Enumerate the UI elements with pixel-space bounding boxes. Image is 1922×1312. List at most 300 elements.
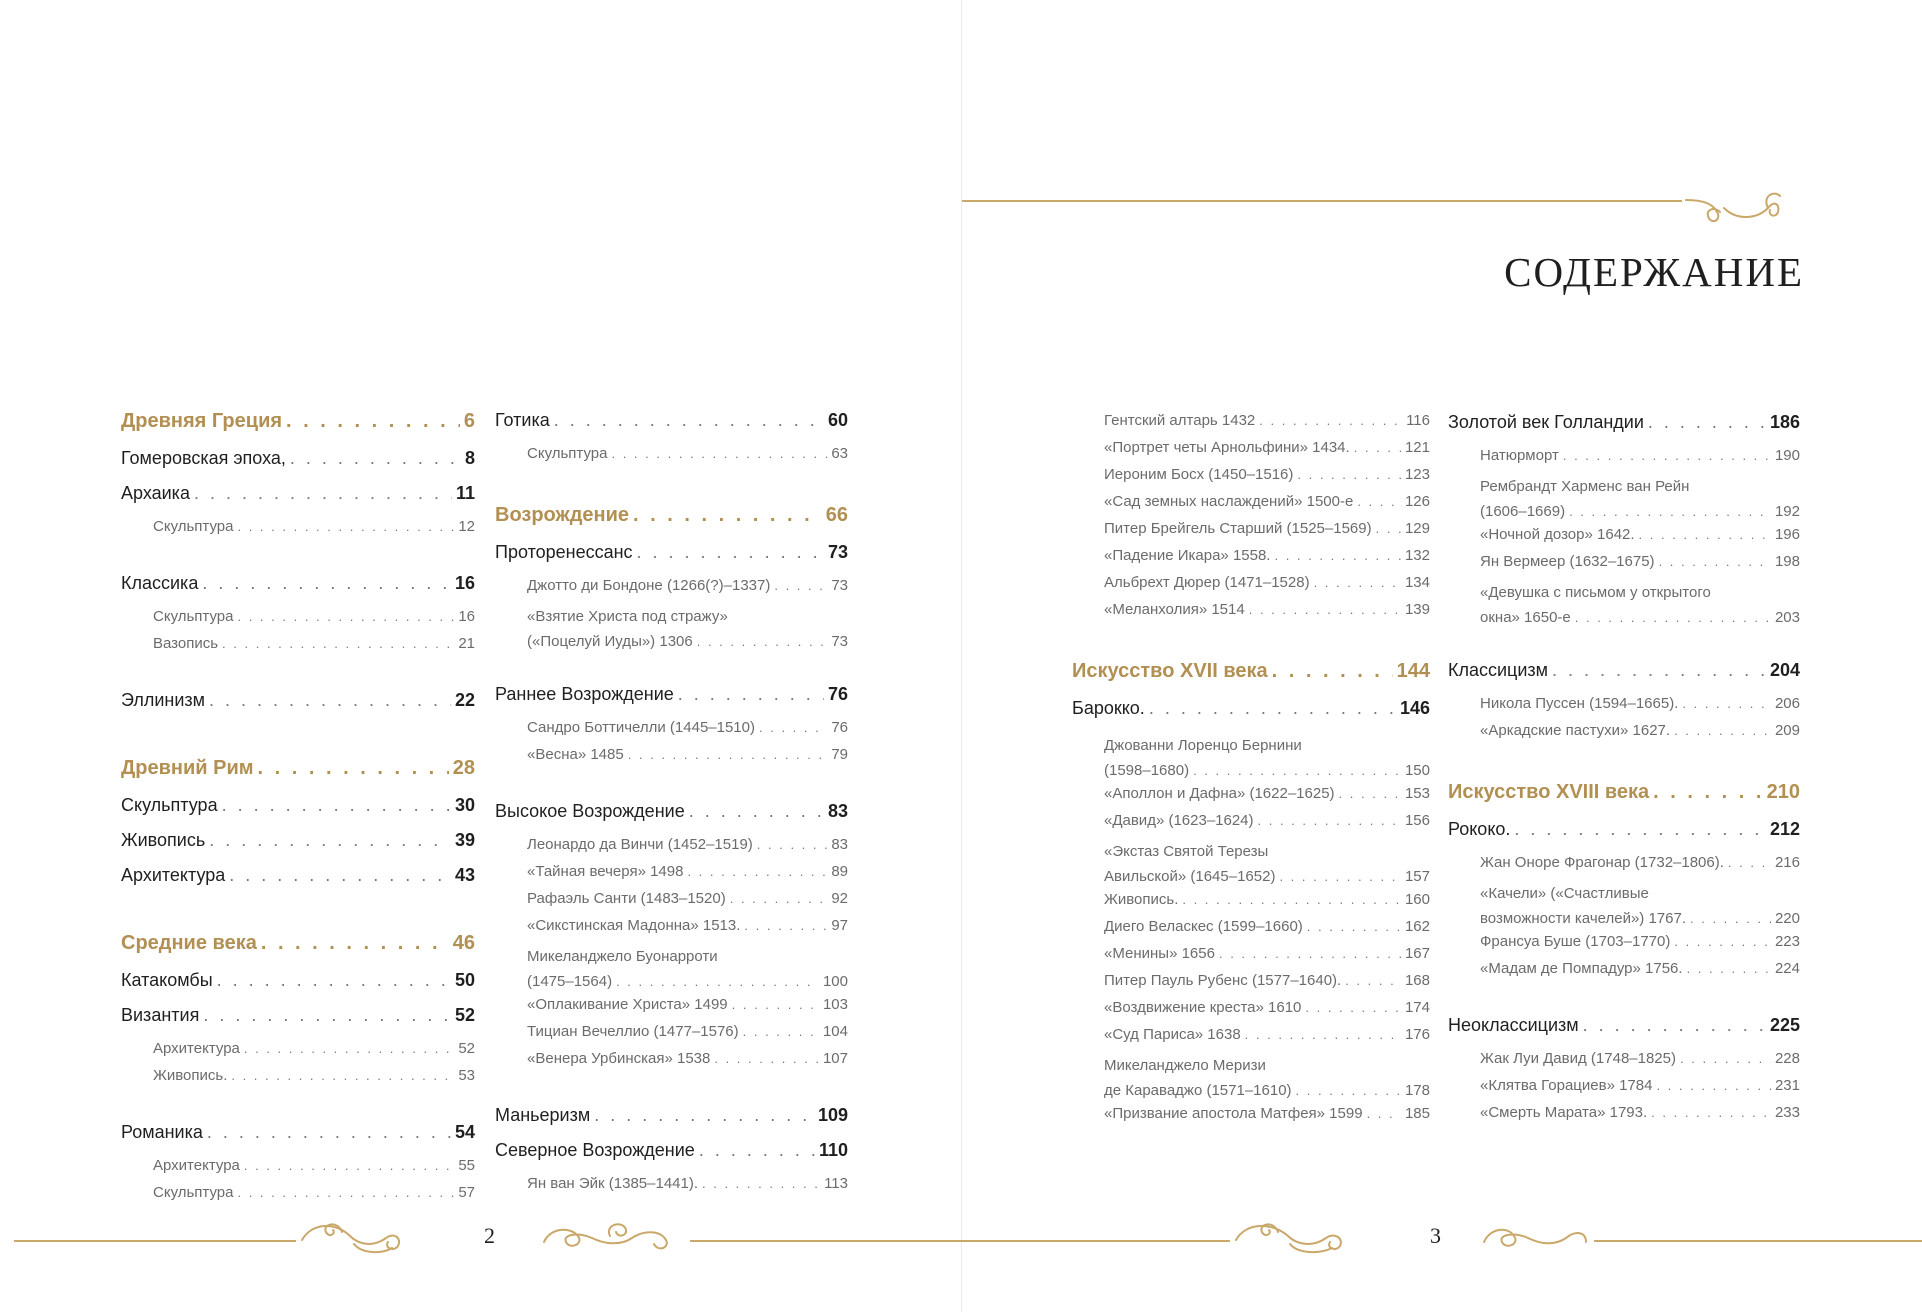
dot-leader	[1296, 1078, 1401, 1103]
entry-page: 223	[1774, 933, 1800, 950]
toc-item[interactable]	[1448, 553, 1800, 580]
section-heading[interactable]	[495, 504, 848, 542]
dot-leader	[222, 795, 451, 816]
entry-page: 57	[458, 1184, 475, 1201]
toc-item[interactable]	[1072, 547, 1430, 574]
toc-item[interactable]	[121, 1040, 475, 1067]
entry-page: 54	[454, 1122, 475, 1142]
toc-column-1	[121, 410, 475, 1211]
subsection-entry[interactable]	[495, 684, 848, 719]
entry-title: Рафаэль Санти (1483–1520)	[527, 890, 726, 907]
toc-list	[1072, 660, 1430, 1132]
toc-item[interactable]	[1072, 520, 1430, 547]
entry-page: 156	[1404, 812, 1430, 829]
dot-leader	[244, 1158, 454, 1173]
toc-section	[121, 757, 475, 900]
entry-page: 153	[1404, 785, 1430, 802]
toc-item[interactable]	[1072, 1053, 1430, 1105]
toc-item[interactable]	[1448, 474, 1800, 526]
entry-title: Иероним Босх (1450–1516)	[1104, 466, 1294, 483]
dot-leader	[1656, 1078, 1771, 1093]
entry-page: 110	[818, 1140, 848, 1160]
dot-leader	[1367, 1106, 1401, 1121]
dot-leader	[1249, 602, 1401, 617]
entry-page: 79	[831, 746, 848, 763]
entry-title: Тициан Вечеллио (1477–1576)	[527, 1023, 739, 1040]
entry-title: «Падение Икара» 1558.	[1104, 547, 1271, 564]
subsection-entry[interactable]	[121, 970, 475, 1005]
entry-title-continued: («Поцелуй Иуды») 1306	[527, 633, 693, 650]
section-heading[interactable]	[1448, 781, 1800, 819]
scroll-ornament-icon	[1684, 186, 1784, 228]
dot-leader	[759, 720, 827, 735]
subsection-entry[interactable]	[495, 1105, 848, 1140]
entry-page: 83	[827, 801, 848, 821]
toc-item[interactable]	[121, 1184, 475, 1211]
toc-item[interactable]	[1072, 412, 1430, 439]
entry-title: Маньеризм	[495, 1105, 591, 1125]
entry-page: 196	[1774, 526, 1800, 543]
entry-title: «Взятие Христа под стражу»	[527, 608, 728, 625]
toc-item[interactable]	[1072, 918, 1430, 945]
entry-title: «Девушка с письмом у открытого	[1480, 584, 1711, 601]
dot-leader	[1339, 786, 1401, 801]
toc-item[interactable]	[495, 719, 848, 746]
entry-title: Древняя Греция	[121, 410, 283, 432]
entry-title: «Аполлон и Дафна» (1622–1625)	[1104, 785, 1335, 802]
dot-leader	[1674, 934, 1771, 949]
entry-title-continued: окна» 1650-е	[1480, 609, 1571, 626]
dot-leader	[1357, 494, 1401, 509]
dot-leader	[222, 636, 454, 651]
entry-line	[1104, 864, 1430, 889]
subsection-entry[interactable]	[495, 801, 848, 836]
dot-leader	[1687, 961, 1771, 976]
page-number-left: 2	[484, 1223, 495, 1248]
dot-leader	[1219, 946, 1401, 961]
dot-leader	[1279, 864, 1401, 889]
entry-page: 212	[1769, 819, 1800, 839]
dot-leader	[697, 629, 828, 654]
right-page	[962, 0, 1922, 1312]
dot-leader	[1258, 813, 1401, 828]
toc-item[interactable]	[1072, 785, 1430, 812]
toc-item[interactable]	[495, 863, 848, 890]
entry-title: Рембрандт Харменс ван Рейн	[1480, 478, 1690, 495]
dot-leader	[633, 504, 822, 527]
subsection-entry[interactable]	[1448, 660, 1800, 695]
dot-leader	[207, 1122, 451, 1143]
dot-leader	[1728, 855, 1771, 870]
entry-page: 192	[1774, 503, 1800, 520]
entry-line	[1480, 499, 1800, 524]
entry-page: 126	[1404, 493, 1430, 510]
subsection-entry[interactable]	[121, 483, 475, 518]
dot-leader	[1690, 906, 1771, 931]
toc-section	[121, 932, 475, 1211]
toc-item[interactable]	[1448, 933, 1800, 960]
entry-title: Живопись.	[1104, 891, 1179, 908]
dot-leader	[209, 830, 451, 851]
entry-title: «Тайная вечеря» 1498	[527, 863, 684, 880]
toc-item[interactable]	[1448, 695, 1800, 722]
entry-title: Золотой век Голландии	[1448, 412, 1644, 432]
toc-item[interactable]	[1072, 839, 1430, 891]
subsection-entry[interactable]	[121, 1005, 475, 1040]
entry-page: 73	[831, 633, 848, 650]
entry-title: Искусство XVII века	[1072, 660, 1268, 682]
toc-list	[1448, 781, 1800, 1131]
entry-page: 76	[827, 684, 848, 704]
toc-section	[495, 410, 848, 472]
entry-page: 16	[454, 573, 475, 593]
dot-leader	[1563, 448, 1771, 463]
toc-item[interactable]	[1448, 526, 1800, 553]
toc-item[interactable]	[121, 608, 475, 635]
dot-leader	[1345, 973, 1401, 988]
dot-leader	[628, 747, 828, 762]
dot-leader	[203, 1005, 451, 1026]
entry-title: «Сад земных наслаждений» 1500-е	[1104, 493, 1354, 510]
entry-page: 76	[831, 719, 848, 736]
toc-item[interactable]	[1448, 447, 1800, 474]
dot-leader	[209, 690, 451, 711]
toc-item[interactable]	[1448, 580, 1800, 632]
subsection-entry[interactable]	[121, 830, 475, 865]
entry-page: 107	[822, 1050, 848, 1067]
page-number-right: 3	[1430, 1223, 1441, 1248]
entry-title: Архитектура	[121, 865, 226, 885]
subsection-entry[interactable]	[1448, 412, 1800, 447]
dot-leader	[1651, 1105, 1771, 1120]
dot-leader	[1376, 521, 1401, 536]
toc-item[interactable]	[1072, 812, 1430, 839]
toc-item[interactable]	[1072, 601, 1430, 628]
subsection-entry[interactable]	[121, 690, 475, 725]
entry-title: Живопись.	[153, 1067, 228, 1084]
subsection-entry[interactable]	[1448, 1015, 1800, 1050]
entry-page: 144	[1396, 660, 1430, 682]
entry-title: Гентский алтарь 1432	[1104, 412, 1256, 429]
entry-page: 204	[1769, 660, 1800, 680]
entry-page: 53	[458, 1067, 475, 1084]
entry-title: Микеланджело Меризи	[1104, 1057, 1266, 1074]
scroll-ornament-icon	[298, 1218, 408, 1258]
entry-title: Византия	[121, 1005, 200, 1025]
entry-page: 66	[825, 504, 848, 526]
toc-item[interactable]	[495, 1175, 848, 1202]
dot-leader	[1639, 527, 1771, 542]
toc-item[interactable]	[1072, 439, 1430, 466]
entry-line	[527, 629, 848, 654]
entry-page: 176	[1404, 1026, 1430, 1043]
entry-page: 55	[458, 1157, 475, 1174]
entry-page: 92	[831, 890, 848, 907]
toc-item[interactable]	[1072, 999, 1430, 1026]
entry-title: Леонардо да Винчи (1452–1519)	[527, 836, 753, 853]
dot-leader	[730, 891, 828, 906]
entry-title: «Воздвижение креста» 1610	[1104, 999, 1302, 1016]
toc-section	[1072, 660, 1430, 1132]
toc-item[interactable]	[1072, 972, 1430, 999]
dot-leader	[757, 837, 828, 852]
toc-item[interactable]	[1072, 1105, 1430, 1132]
entry-title: Романика	[121, 1122, 203, 1142]
scroll-ornament-icon	[540, 1218, 680, 1258]
entry-page: 103	[822, 996, 848, 1013]
entry-title: Питер Брейгель Старший (1525–1569)	[1104, 520, 1372, 537]
entry-title: Живопись	[121, 830, 206, 850]
entry-title: Высокое Возрождение	[495, 801, 685, 821]
entry-title: «Экстаз Святой Терезы	[1104, 843, 1269, 860]
entry-page: 228	[1774, 1050, 1800, 1067]
toc-section	[1448, 412, 1800, 749]
entry-page: 139	[1404, 601, 1430, 618]
dot-leader	[1680, 1051, 1771, 1066]
entry-title: Гомеровская эпоха,	[121, 448, 286, 468]
entry-title: Архитектура	[153, 1040, 240, 1057]
toc-item[interactable]	[495, 746, 848, 773]
toc-item[interactable]	[1072, 891, 1430, 918]
toc-list	[495, 504, 848, 1202]
entry-title: «Меланхолия» 1514	[1104, 601, 1245, 618]
entry-title: Натюрморт	[1480, 447, 1559, 464]
toc-list	[121, 410, 475, 725]
dot-leader	[1314, 575, 1401, 590]
entry-page: 210	[1766, 781, 1800, 803]
toc-item[interactable]	[1072, 493, 1430, 520]
entry-title: Проторенессанс	[495, 542, 633, 562]
entry-line	[1480, 605, 1800, 630]
dot-leader	[1659, 554, 1771, 569]
subsection-entry[interactable]	[495, 542, 848, 577]
toc-item[interactable]	[495, 996, 848, 1023]
dot-leader	[229, 865, 451, 886]
entry-page: 123	[1404, 466, 1430, 483]
subsection-entry[interactable]	[1448, 819, 1800, 854]
entry-title: «Аркадские пастухи» 1627.	[1480, 722, 1671, 739]
dot-leader	[1274, 548, 1400, 563]
entry-title-continued: де Караваджо (1571–1610)	[1104, 1082, 1292, 1099]
subsection-entry[interactable]	[495, 1140, 848, 1175]
entry-page: 168	[1404, 972, 1430, 989]
entry-page: 109	[817, 1105, 848, 1125]
dot-leader	[678, 684, 824, 705]
toc-item[interactable]	[1072, 733, 1430, 785]
toc-item[interactable]	[1448, 854, 1800, 881]
subsection-entry[interactable]	[495, 410, 848, 445]
entry-title: Диего Веласкес (1599–1660)	[1104, 918, 1303, 935]
entry-page: 220	[1774, 910, 1800, 927]
entry-page: 6	[463, 410, 475, 432]
entry-page: 167	[1404, 945, 1430, 962]
dot-leader	[744, 918, 827, 933]
scroll-ornament-icon	[1480, 1218, 1590, 1258]
entry-page: 178	[1404, 1082, 1430, 1099]
toc-item[interactable]	[495, 604, 848, 656]
entry-page: 157	[1404, 868, 1430, 885]
page-title: СОДЕРЖАНИЕ	[1504, 249, 1804, 295]
dot-leader	[689, 801, 824, 822]
entry-page: 30	[454, 795, 475, 815]
entry-page: 231	[1774, 1077, 1800, 1094]
entry-title: Древний Рим	[121, 757, 254, 779]
entry-page: 104	[822, 1023, 848, 1040]
entry-line	[527, 969, 848, 994]
dot-leader	[194, 483, 452, 504]
section-heading[interactable]	[1072, 660, 1430, 698]
entry-page: 121	[1404, 439, 1430, 456]
toc-item[interactable]	[1448, 1050, 1800, 1077]
toc-item[interactable]	[1448, 1077, 1800, 1104]
entry-title: Рококо.	[1448, 819, 1511, 839]
dot-leader	[290, 448, 461, 469]
toc-item[interactable]	[1448, 881, 1800, 933]
entry-title: Средние века	[121, 932, 257, 954]
toc-item[interactable]	[121, 518, 475, 545]
toc-column-4	[1448, 412, 1800, 1131]
entry-title: «Суд Париса» 1638	[1104, 1026, 1241, 1043]
toc-item[interactable]	[495, 445, 848, 472]
toc-item[interactable]	[1072, 1026, 1430, 1053]
toc-item[interactable]	[1072, 574, 1430, 601]
entry-page: 203	[1774, 609, 1800, 626]
dot-leader	[286, 410, 460, 433]
toc-item[interactable]	[121, 1157, 475, 1184]
entry-title: Архитектура	[153, 1157, 240, 1174]
toc-item[interactable]	[1072, 945, 1430, 972]
toc-column-3	[1072, 412, 1430, 1132]
subsection-entry[interactable]	[121, 1122, 475, 1157]
toc-item[interactable]	[495, 1050, 848, 1077]
entry-title: Ян Вермеер (1632–1675)	[1480, 553, 1655, 570]
toc-list	[121, 757, 475, 900]
dot-leader	[732, 997, 819, 1012]
dot-leader	[1305, 1000, 1401, 1015]
entry-page: 83	[831, 836, 848, 853]
toc-item[interactable]	[495, 836, 848, 863]
dot-leader	[258, 757, 449, 780]
entry-page: 89	[831, 863, 848, 880]
dot-leader	[1674, 723, 1771, 738]
top-rule	[962, 200, 1682, 202]
entry-title: «Смерть Марата» 1793.	[1480, 1104, 1648, 1121]
entry-page: 12	[458, 518, 475, 535]
dot-leader	[1682, 696, 1771, 711]
dot-leader	[1259, 413, 1402, 428]
dot-leader	[594, 1105, 814, 1126]
entry-title: «Давид» (1623–1624)	[1104, 812, 1254, 829]
entry-page: 160	[1404, 891, 1430, 908]
entry-page: 233	[1774, 1104, 1800, 1121]
entry-page: 209	[1774, 722, 1800, 739]
entry-page: 190	[1774, 447, 1800, 464]
entry-page: 162	[1404, 918, 1430, 935]
entry-page: 129	[1404, 520, 1430, 537]
entry-title: «Клятва Горациев» 1784	[1480, 1077, 1653, 1094]
entry-line	[1480, 906, 1800, 931]
subsection-entry[interactable]	[121, 573, 475, 608]
entry-title: «Менины» 1656	[1104, 945, 1215, 962]
dot-leader	[1297, 467, 1401, 482]
section-heading[interactable]	[121, 757, 475, 795]
entry-title: Скульптура	[153, 518, 234, 535]
entry-title: Катакомбы	[121, 970, 213, 990]
subsection-entry[interactable]	[121, 865, 475, 900]
dot-leader	[1193, 758, 1401, 783]
entry-title-continued: возможности качелей») 1767.	[1480, 910, 1686, 927]
entry-title: Раннее Возрождение	[495, 684, 674, 704]
bottom-rule-left-2	[690, 1240, 962, 1242]
toc-item[interactable]	[121, 635, 475, 662]
toc-section	[1072, 412, 1430, 628]
entry-title: Классика	[121, 573, 199, 593]
entry-title: Ян ван Эйк (1385–1441).	[527, 1175, 699, 1192]
entry-title: Неоклассицизм	[1448, 1015, 1579, 1035]
entry-title: Эллинизм	[121, 690, 206, 710]
entry-page: 116	[1406, 412, 1430, 429]
toc-list	[121, 932, 475, 1211]
dot-leader	[699, 1140, 815, 1161]
dot-leader	[687, 864, 827, 879]
toc-item[interactable]	[495, 917, 848, 944]
toc-item[interactable]	[495, 944, 848, 996]
entry-page: 146	[1399, 698, 1430, 718]
toc-item[interactable]	[495, 577, 848, 604]
section-heading[interactable]	[121, 410, 475, 448]
toc-item[interactable]	[121, 1067, 475, 1094]
entry-page: 134	[1404, 574, 1430, 591]
entry-title: Скульптура	[527, 445, 608, 462]
dot-leader	[231, 1068, 454, 1083]
dot-leader	[702, 1176, 820, 1191]
toc-item[interactable]	[1072, 466, 1430, 493]
entry-page: 224	[1774, 960, 1800, 977]
subsection-entry[interactable]	[1072, 698, 1430, 733]
toc-list	[1072, 412, 1430, 628]
entry-page: 206	[1774, 695, 1800, 712]
dot-leader	[1583, 1015, 1766, 1036]
toc-item[interactable]	[495, 1023, 848, 1050]
entry-title: «Оплакивание Христа» 1499	[527, 996, 728, 1013]
toc-item[interactable]	[1448, 960, 1800, 987]
subsection-entry[interactable]	[121, 795, 475, 830]
toc-section	[495, 504, 848, 1202]
section-heading[interactable]	[121, 932, 475, 970]
entry-page: 16	[458, 608, 475, 625]
dot-leader	[1569, 499, 1771, 524]
scroll-ornament-icon	[1232, 1218, 1352, 1258]
entry-title: «Венера Урбинская» 1538	[527, 1050, 711, 1067]
entry-title: Джотто ди Бондоне (1266(?)–1337)	[527, 577, 771, 594]
dot-leader	[1552, 660, 1766, 681]
toc-item[interactable]	[1448, 722, 1800, 749]
entry-title: «Ночной дозор» 1642.	[1480, 526, 1635, 543]
toc-section	[1448, 781, 1800, 1131]
dot-leader	[244, 1041, 454, 1056]
entry-title-continued: (1598–1680)	[1104, 762, 1190, 779]
entry-title: Джованни Лоренцо Бернини	[1104, 737, 1302, 754]
toc-item[interactable]	[495, 890, 848, 917]
entry-title: Питер Пауль Рубенс (1577–1640).	[1104, 972, 1342, 989]
dot-leader	[261, 932, 449, 955]
dot-leader	[554, 410, 824, 431]
dot-leader	[1149, 698, 1396, 719]
subsection-entry[interactable]	[121, 448, 475, 483]
toc-item[interactable]	[1448, 1104, 1800, 1131]
entry-title: «Сикстинская Мадонна» 1513.	[527, 917, 741, 934]
dot-leader	[616, 969, 819, 994]
